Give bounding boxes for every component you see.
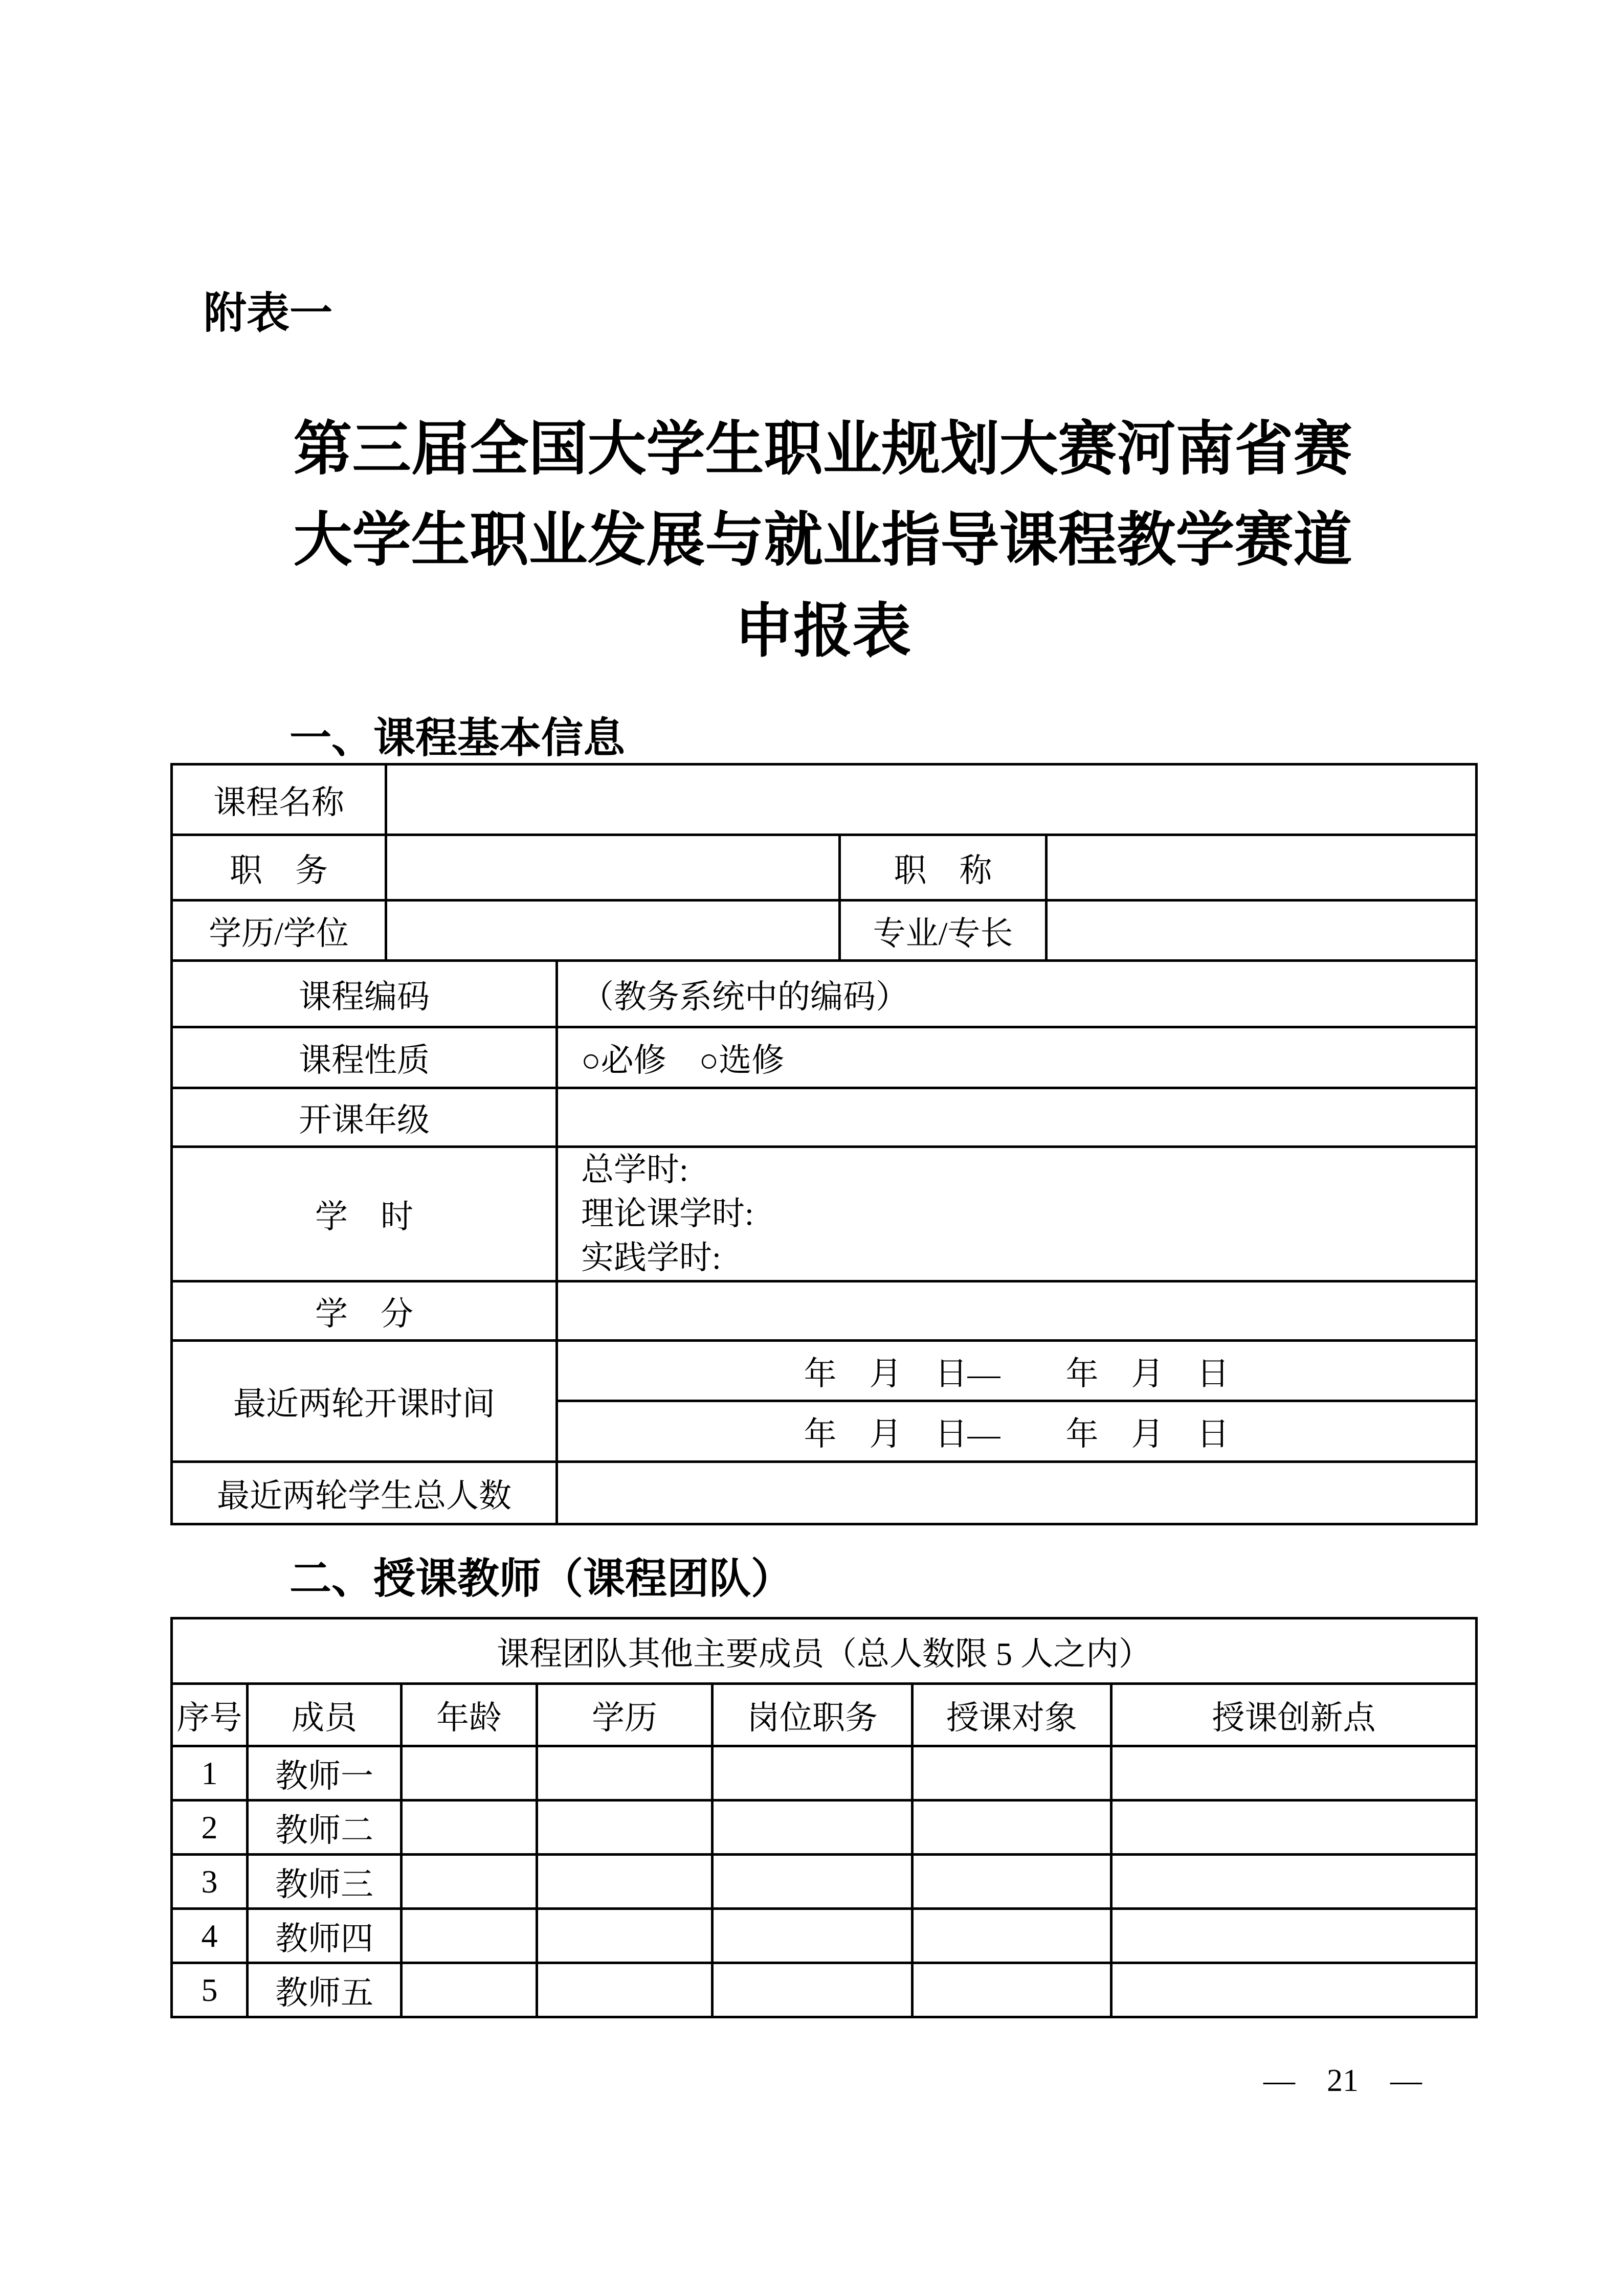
- row1-no: 1: [172, 1746, 248, 1800]
- course-name-label: 课程名称: [172, 764, 386, 835]
- hours-value-cell: [557, 1147, 1477, 1281]
- row5-position-cell: [713, 1963, 913, 2017]
- row3-no: 3: [172, 1855, 248, 1909]
- row-course-name: [172, 764, 1477, 835]
- position-label: 职 务: [172, 835, 386, 901]
- row-credit: [172, 1281, 1477, 1341]
- row2-education-cell: [537, 1800, 713, 1855]
- course-nature-label: 课程性质: [172, 1027, 557, 1088]
- row5-no: 5: [172, 1963, 248, 2017]
- row5-age-cell: [402, 1963, 537, 2017]
- row3-innovation-cell: [1111, 1855, 1477, 1909]
- row1-innovation-cell: [1111, 1746, 1477, 1800]
- row-position-title: [172, 835, 1477, 901]
- team-merged-header-row: [172, 1618, 1477, 1684]
- row2-position-cell: [713, 1800, 913, 1855]
- team-merged-header: 课程团队其他主要成员（总人数限 5 人之内）: [172, 1618, 1477, 1684]
- recent-time-range-1: 年 月 日— 年 月 日: [557, 1341, 1477, 1401]
- title-value-cell: [1047, 835, 1477, 901]
- row-recent-students: [172, 1462, 1477, 1524]
- education-value-cell: [386, 901, 840, 961]
- col-header-audience: 授课对象: [913, 1684, 1111, 1746]
- credit-value-cell: [557, 1281, 1477, 1341]
- row-course-nature: [172, 1027, 1477, 1088]
- section2-heading: 二、授课教师（课程团队）: [290, 1556, 793, 1602]
- row1-education-cell: [537, 1746, 713, 1800]
- recent-students-label: 最近两轮学生总人数: [172, 1462, 557, 1524]
- recent-time-range-2: 年 月 日— 年 月 日: [557, 1401, 1477, 1462]
- title-line-2: 大学生职业发展与就业指导课程教学赛道: [293, 508, 1352, 573]
- row1-member: 教师一: [248, 1746, 402, 1800]
- team-column-header-row: [172, 1684, 1477, 1746]
- row5-education-cell: [537, 1963, 713, 2017]
- course-code-hint: （教务系统中的编码）: [557, 961, 1477, 1027]
- col-header-position: 岗位职务: [713, 1684, 913, 1746]
- row4-innovation-cell: [1111, 1909, 1477, 1963]
- grade-label: 开课年级: [172, 1088, 557, 1147]
- education-label: 学历/学位: [172, 901, 386, 961]
- row2-age-cell: [402, 1800, 537, 1855]
- grade-value-cell: [557, 1088, 1477, 1147]
- team-row-2: [172, 1800, 1477, 1855]
- course-name-value-cell: [386, 764, 1477, 835]
- team-row-1: [172, 1746, 1477, 1800]
- col-header-age: 年龄: [402, 1684, 537, 1746]
- major-value-cell: [1047, 901, 1477, 961]
- row-course-code: [172, 961, 1477, 1027]
- hours-theory-line: 理论课学时:: [581, 1196, 754, 1232]
- row-education-major: [172, 901, 1477, 961]
- row2-audience-cell: [913, 1800, 1111, 1855]
- row1-age-cell: [402, 1746, 537, 1800]
- course-team-table: [170, 1617, 1478, 2018]
- row4-position-cell: [713, 1909, 913, 1963]
- col-header-no: 序号: [172, 1684, 248, 1746]
- row3-age-cell: [402, 1855, 537, 1909]
- row4-member: 教师四: [248, 1909, 402, 1963]
- row5-audience-cell: [913, 1963, 1111, 2017]
- recent-students-value-cell: [557, 1462, 1477, 1524]
- page-number: — 21 —: [1263, 2063, 1422, 2098]
- row4-education-cell: [537, 1909, 713, 1963]
- row1-audience-cell: [913, 1746, 1111, 1800]
- position-value-cell: [386, 835, 840, 901]
- course-info-table: [170, 763, 1478, 1525]
- title-label: 职 称: [840, 835, 1047, 901]
- section1-heading: 一、课程基本信息: [290, 715, 626, 761]
- title-line-1: 第三届全国大学生职业规划大赛河南省赛: [293, 417, 1352, 482]
- document-title: [170, 404, 1475, 677]
- major-label: 专业/专长: [840, 901, 1047, 961]
- row-hours: [172, 1147, 1477, 1281]
- hours-label: 学 时: [172, 1147, 557, 1281]
- row2-no: 2: [172, 1800, 248, 1855]
- row3-audience-cell: [913, 1855, 1111, 1909]
- row4-no: 4: [172, 1909, 248, 1963]
- col-header-member: 成员: [248, 1684, 402, 1746]
- team-row-4: [172, 1909, 1477, 1963]
- row3-member: 教师三: [248, 1855, 402, 1909]
- row2-innovation-cell: [1111, 1800, 1477, 1855]
- row1-position-cell: [713, 1746, 913, 1800]
- team-row-3: [172, 1855, 1477, 1909]
- row3-education-cell: [537, 1855, 713, 1909]
- row4-age-cell: [402, 1909, 537, 1963]
- row2-member: 教师二: [248, 1800, 402, 1855]
- col-header-innovation: 授课创新点: [1111, 1684, 1477, 1746]
- row5-innovation-cell: [1111, 1963, 1477, 2017]
- row-grade: [172, 1088, 1477, 1147]
- col-header-education: 学历: [537, 1684, 713, 1746]
- hours-practice-line: 实践学时:: [581, 1240, 721, 1276]
- row5-member: 教师五: [248, 1963, 402, 2017]
- course-code-label: 课程编码: [172, 961, 557, 1027]
- appendix-label: 附表一: [204, 289, 333, 337]
- hours-total-line: 总学时:: [581, 1152, 688, 1188]
- row-recent-time-1: [172, 1341, 1477, 1401]
- credit-label: 学 分: [172, 1281, 557, 1341]
- course-nature-options: ○必修 ○选修: [557, 1027, 1477, 1088]
- recent-time-label: 最近两轮开课时间: [172, 1341, 557, 1462]
- row3-position-cell: [713, 1855, 913, 1909]
- team-row-5: [172, 1963, 1477, 2017]
- row4-audience-cell: [913, 1909, 1111, 1963]
- title-line-3: 申报表: [734, 599, 911, 664]
